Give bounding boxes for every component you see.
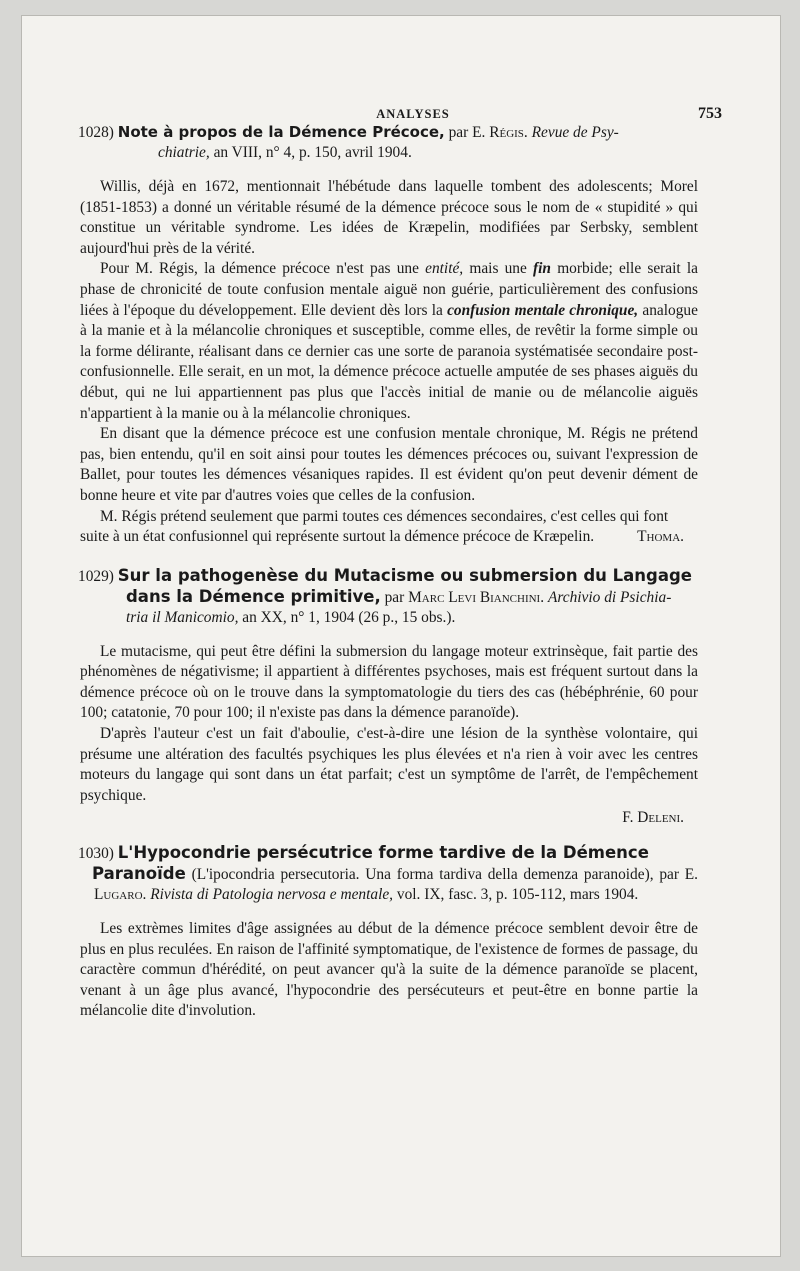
entry-heading (80, 566, 698, 628)
citation-details: an VIII, n° 4, p. 150, avril 1904. (213, 144, 412, 161)
citation-prefix: par E. (448, 124, 486, 141)
entry-1029 (80, 566, 698, 829)
entry-title: Note à propos de la Démence Précoce, (117, 123, 445, 141)
entry-title: Sur la pathogenèse du Mutacisme ou submersion du Langage (117, 565, 692, 585)
citation-details: an XX, n° 1, 1904 (26 p., 15 obs.). (242, 608, 456, 626)
citation-prefix: par (384, 588, 405, 606)
entry-title: L'Hypocondrie persécutrice forme tardive de la Démence (117, 843, 649, 863)
paragraph: Les extrèmes limites d'âge assignées au début de la démence précoce semblent devoir être de plus en plus reculées. En raison de l'affinité symptomatique, de l'existence de formes de passage, du caractère commun d'hérédité, on peut avancer qu'à la suite de la démence paranoïde se placent, venant à un âge plus avancé, l'hypocondrie des persécuteurs et peut-être en bonne partie la mélancolie dite d'involution. (80, 920, 698, 1020)
spacer (80, 829, 698, 843)
entry-title-cont: Paranoïde (92, 864, 186, 884)
citation-author: Marc Levi Bianchini. (408, 588, 545, 606)
citation-author: Lugaro. (94, 886, 147, 904)
signature: F. Deleni. (622, 809, 684, 827)
entry-heading (80, 843, 698, 905)
entry-1028 (80, 122, 698, 548)
citation-details: vol. IX, fasc. 3, p. 105-112, mars 1904. (396, 886, 639, 904)
citation-author: Régis. (489, 124, 528, 141)
entry-subtitle: (L'ipocondria persecutoria. Una forma tardiva della demenza paranoide), par E. (191, 866, 698, 884)
entry-number: 1029) (78, 567, 114, 585)
entry-number: 1028) (78, 124, 114, 141)
citation-journal: Archivio di Psichia- (547, 588, 672, 606)
page-number: 753 (698, 105, 722, 122)
citation-journal-cont: tria il Manicomio, (126, 608, 239, 626)
paragraph: En disant que la démence précoce est une confusion mentale chronique, M. Régis ne prétend pas, bien entendu, qu'il en soit ainsi pour toutes les démences précoces ou, suivant l'expression de Ballet, pour toutes les démences vésaniques rapides. Il est évident qu'on peut devenir dément de bonne heure et vite par d'autres voies que celles de la confusion. (80, 425, 698, 504)
signature: Thoma. (637, 528, 684, 546)
paragraph: Pour M. Régis, la démence précoce n'est pas une entité, mais une fin morbide; elle serait la phase de chronicité de toute confusion mentale aiguë non guérie, particulièrement des confusions liées à l'époque du développement. Elle devient dès lors la confusion mentale chronique, analogue à la manie et à la mélancolie chroniques et susceptible, comme elles, de revêtir la forme simple ou la forme délirante, réalisant dans ce dernier cas une sorte de paranoia systématisée secondaire post-confusionnelle. Elle serait, en un mot, la démence précoce actuelle amputée de ses phases aiguës du début, qui ne lui appartiennent pas plus que l'accès initial de manie ou de mélancolie aiguës n'appartient à la manie ou à la mélancolie chroniques. (80, 260, 698, 422)
paragraph: D'après l'auteur c'est un fait d'aboulie, c'est-à-dire une lésion de la synthèse volontaire, qui présume une altération des facultés psychiques les plus élevées et n'a rien à voir avec les centres moteurs du langage qui sont dans un état parfait; c'est un symptôme de l'arrêt, de l'empêchement psychique. (80, 725, 698, 804)
paragraph: M. Régis prétend seulement que parmi toutes ces démences secondaires, c'est celles qui font suite à un état confusionnel qui représente surtout la démence précoce de Kræpelin. (80, 507, 669, 546)
paragraph: Le mutacisme, qui peut être défini la submersion du langage moteur extrinsèque, fait partie des phénomènes de négativisme; il appartient à différentes psychoses, mais est fréquent surtout dans la démence précoce où on le trouve dans la symptomatologie du tiers des cas (hébéphrénie, 60 pour 100; catatonie, 70 pour 100; il n'existe pas dans la démence paranoïde). (80, 642, 698, 722)
paragraph: Willis, déjà en 1672, mentionnait l'hébétude dans laquelle tombent des adolescents; Morel (1851-1853) a donné un véritable résumé de la démence précoce sous le nom de « stupidité » qui constitue un véritable syndrome. Les idées de Kræpelin, modifiées par Serbsky, semblent aujourd'hui près de la vérité. (80, 178, 698, 257)
entry-heading (80, 122, 698, 163)
running-title: ANALYSES (376, 107, 450, 121)
main-column (80, 122, 698, 1022)
spacer (80, 548, 698, 566)
entry-number: 1030) (78, 845, 114, 863)
entry-1030 (80, 843, 698, 1022)
citation-journal-cont: chiatrie, (158, 144, 210, 161)
citation-journal: Rivista di Patologia nervosa e mentale, (150, 886, 394, 904)
citation-journal: Revue de Psy- (531, 124, 619, 141)
entry-title-cont: dans la Démence primitive, (126, 586, 381, 606)
